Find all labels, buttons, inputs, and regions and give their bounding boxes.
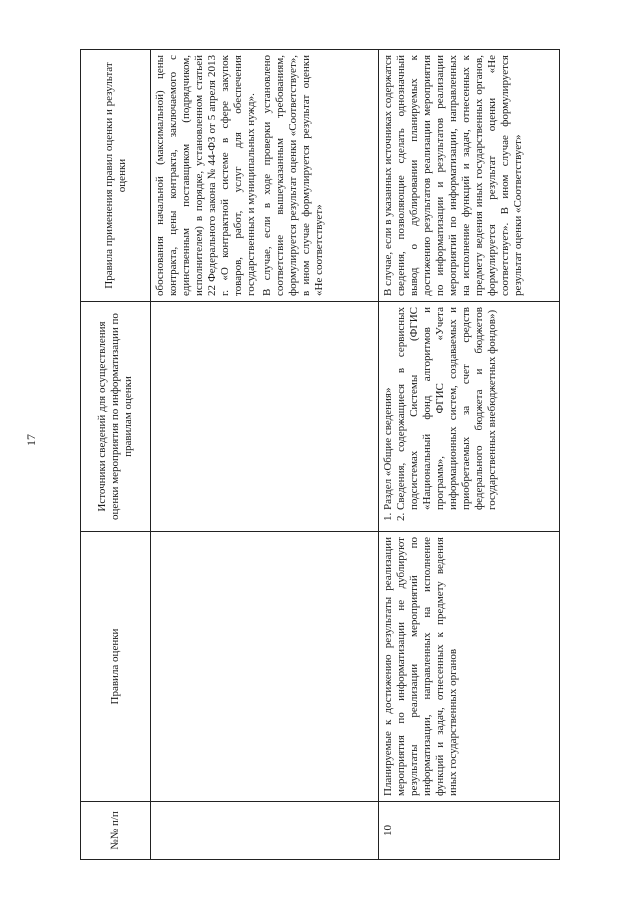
row10-sources xyxy=(379,302,560,532)
cont-sources xyxy=(151,302,379,532)
header-application: Правила применения правил оценки и результат оценки xyxy=(81,50,151,302)
row10-num: 10 xyxy=(379,802,560,860)
row10-application: В случае, если в указанных источниках содержатся сведения, позволяющие сделать однозначный вывод о дублировании планируемых к достижению результатов реализации мероприятия по информатизации и результатов реализации мероприятий по информатизации, направленных на исполнение функций и задач, отнесенных к предмету ведения иных государственных органов, формулируется результат оценки «Не соответствует». В ином случае формулируется результат оценки «Соответствует» xyxy=(379,50,560,302)
assessment-rules-table xyxy=(80,50,560,860)
table-row-10 xyxy=(379,50,560,860)
cont-paragraph-2: В случае, если в ходе проверки установлено соответствие вышеуказанным требованиям, формулируется результат оценки «Соответствует», в ином случае формулируется результат оценки «Не соответствует» xyxy=(261,55,325,296)
cont-application xyxy=(151,50,379,302)
header-sources: Источники сведений для осуществления оценки мероприятия по информатизации по правилам оценки xyxy=(81,302,151,532)
page-number: 17 xyxy=(24,434,38,446)
rules-grid xyxy=(80,49,560,860)
header-rule: Правила оценки xyxy=(81,532,151,802)
row10-rule: Планируемые к достижению результаты реализации мероприятия по информатизации не дублируют результаты реализации мероприятий по информатизации, направленных на исполнение функций и задач, отнесенных к предмету ведения иных государственных органов xyxy=(379,532,560,802)
row10-source-1: 1. Раздел «Общие сведения» xyxy=(382,307,395,510)
cont-num xyxy=(151,802,379,860)
row10-source-2: 2. Сведения, содержащиеся в сервисных подсистемах Системы (ФГИС «Национальный фонд алгоритмов и программ», ФГИС «Учета информационных систем, создаваемых и приобретаемых за счет средств федерального бюджета и бюджетов государственных внебюджетных фондов») xyxy=(395,307,499,510)
table-row-continuation xyxy=(151,50,379,860)
row10-sources-list xyxy=(382,307,499,526)
cont-paragraph-1: обоснования начальной (максимальной) цены контракта, цены контракта, заключаемого с единственным поставщиком (подрядчиком, исполнителем) в порядке, установленном статьей 22 Федерального закона № 44-ФЗ от 5 апреля 2013 г. «О контрактной системе в сфере закупок товаров, работ, услуг для обеспечения государственных и муниципальных нужд». xyxy=(154,55,257,296)
cont-rule xyxy=(151,532,379,802)
header-num: №№ п/п xyxy=(81,802,151,860)
table-header-row xyxy=(81,50,151,860)
